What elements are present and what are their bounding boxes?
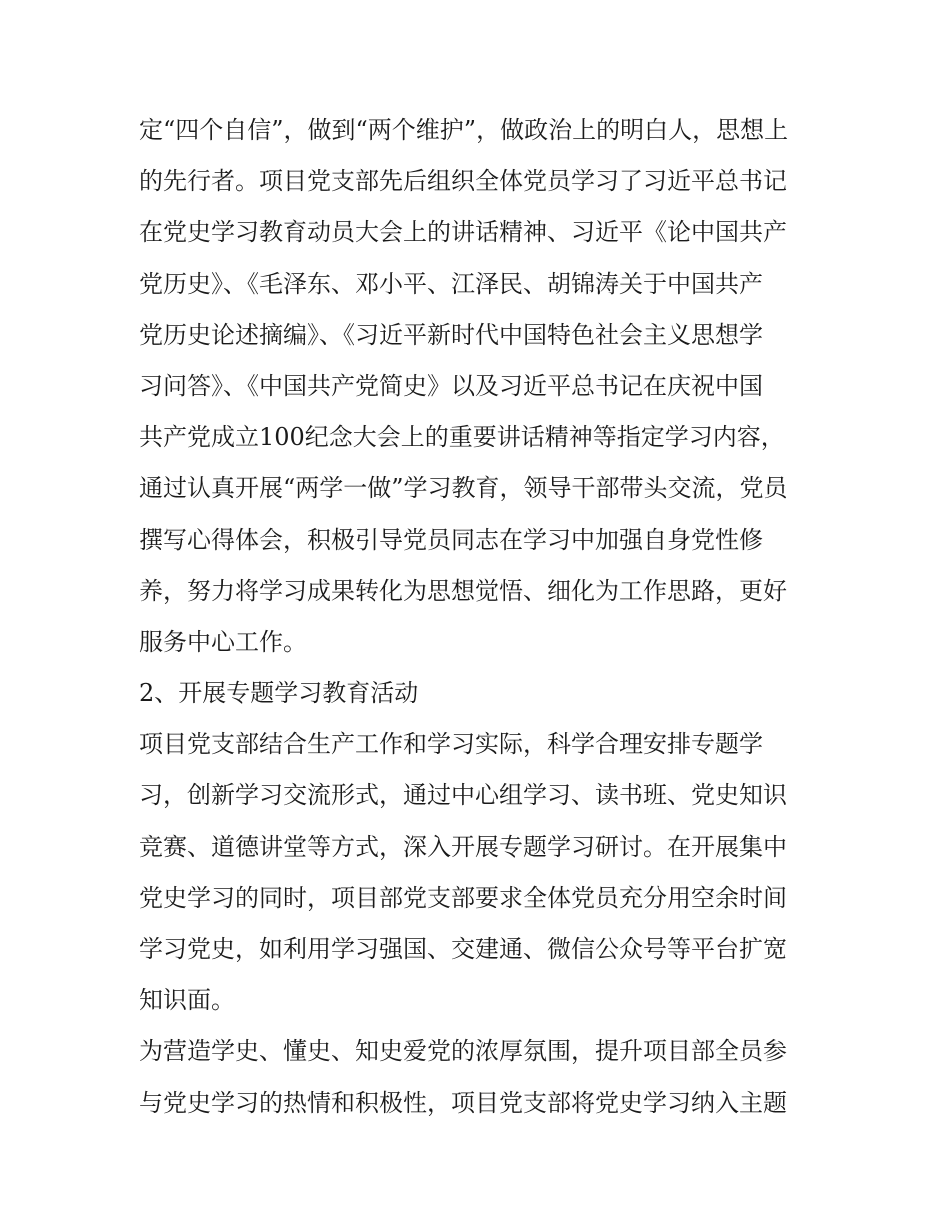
section-heading: 2、开展专题学习教育活动 xyxy=(139,679,419,708)
text-line: 知识面。 xyxy=(139,986,235,1015)
text-line: 习问答》、《中国共产党简史》以及习近平总书记在庆祝中国 xyxy=(139,371,763,400)
text-line: 党历史》、《毛泽东、邓小平、江泽民、胡锦涛关于中国共产 xyxy=(139,269,763,298)
text-line: 党历史论述摘编》、《习近平新时代中国特色社会主义思想学 xyxy=(139,320,763,349)
text-line: 定“四个自信”，做到“两个维护”，做政治上的明白人，思想上 xyxy=(139,116,789,144)
text-line: 项目党支部结合生产工作和学习实际，科学合理安排专题学 xyxy=(139,730,763,759)
text-line: 学习党史，如利用学习强国、交建通、微信公众号等平台扩宽 xyxy=(139,935,787,963)
text-line: 养，努力将学习成果转化为思想觉悟、细化为工作思路，更好 xyxy=(139,576,787,605)
text-line: 党史学习的同时，项目部党支部要求全体党员充分用空余时间 xyxy=(139,883,787,912)
document-body xyxy=(139,105,819,1129)
text-line: 服务中心工作。 xyxy=(139,627,307,656)
text-line: 竞赛、道德讲堂等方式，深入开展专题学习研讨。在开展集中 xyxy=(139,832,787,861)
text-line: 与党史学习的热情和积极性，项目党支部将党史学习纳入主题 xyxy=(139,1088,787,1117)
text-line: 习，创新学习交流形式，通过中心组学习、读书班、党史知识 xyxy=(139,781,787,810)
text-line: 共产党成立100纪念大会上的重要讲话精神等指定学习内容， xyxy=(139,423,785,452)
text-line: 在党史学习教育动员大会上的讲话精神、习近平《论中国共产 xyxy=(139,218,787,247)
text-line: 的先行者。项目党支部先后组织全体党员学习了习近平总书记 xyxy=(139,167,787,196)
text-line: 通过认真开展“两学一做”学习教育，领导干部带头交流，党员 xyxy=(139,474,788,503)
text-line: 为营造学史、懂史、知史爱党的浓厚氛围，提升项目部全员参 xyxy=(139,1037,787,1066)
text-line: 撰写心得体会，积极引导党员同志在学习中加强自身党性修 xyxy=(139,525,763,554)
